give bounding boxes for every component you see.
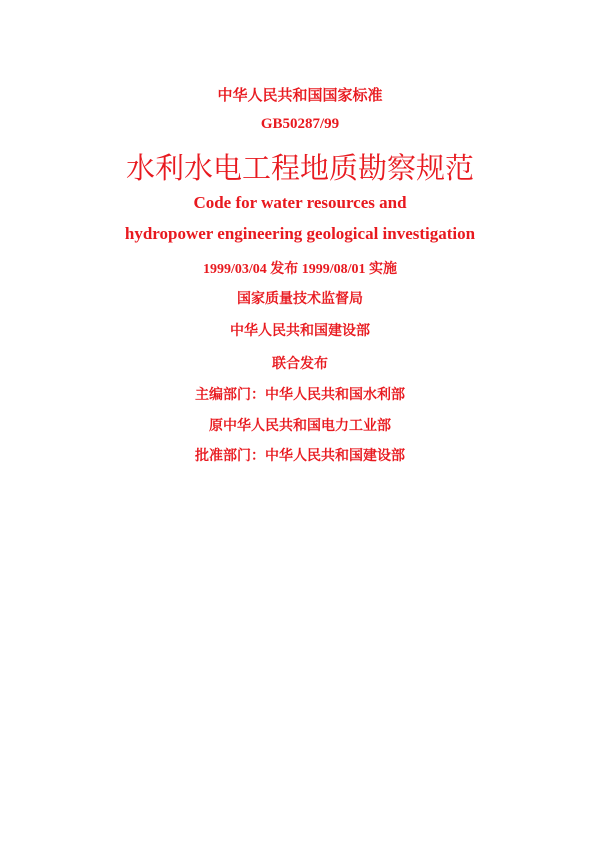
chief-editor-department: 主编部门：中华人民共和国水利部	[195, 387, 405, 403]
standard-code: GB50287/99	[260, 116, 340, 132]
former-power-ministry: 原中华人民共和国电力工业部	[209, 418, 391, 434]
issue-implement-dates: 1999/03/04 发布 1999/08/01 实施	[202, 262, 398, 277]
approving-department: 批准部门：中华人民共和国建设部	[195, 448, 405, 464]
issuer-quality-bureau: 国家质量技术监督局	[237, 291, 363, 307]
title-english-line-1: Code for water resources and	[193, 193, 407, 212]
joint-release: 联合发布	[272, 356, 328, 372]
title-english-line-2: hydropower engineering geological investigation	[124, 224, 476, 243]
title-chinese: 水利水电工程地质勘察规范	[125, 151, 474, 185]
standard-label: 中华人民共和国国家标准	[217, 86, 383, 104]
issuer-construction-ministry: 中华人民共和国建设部	[230, 323, 370, 339]
